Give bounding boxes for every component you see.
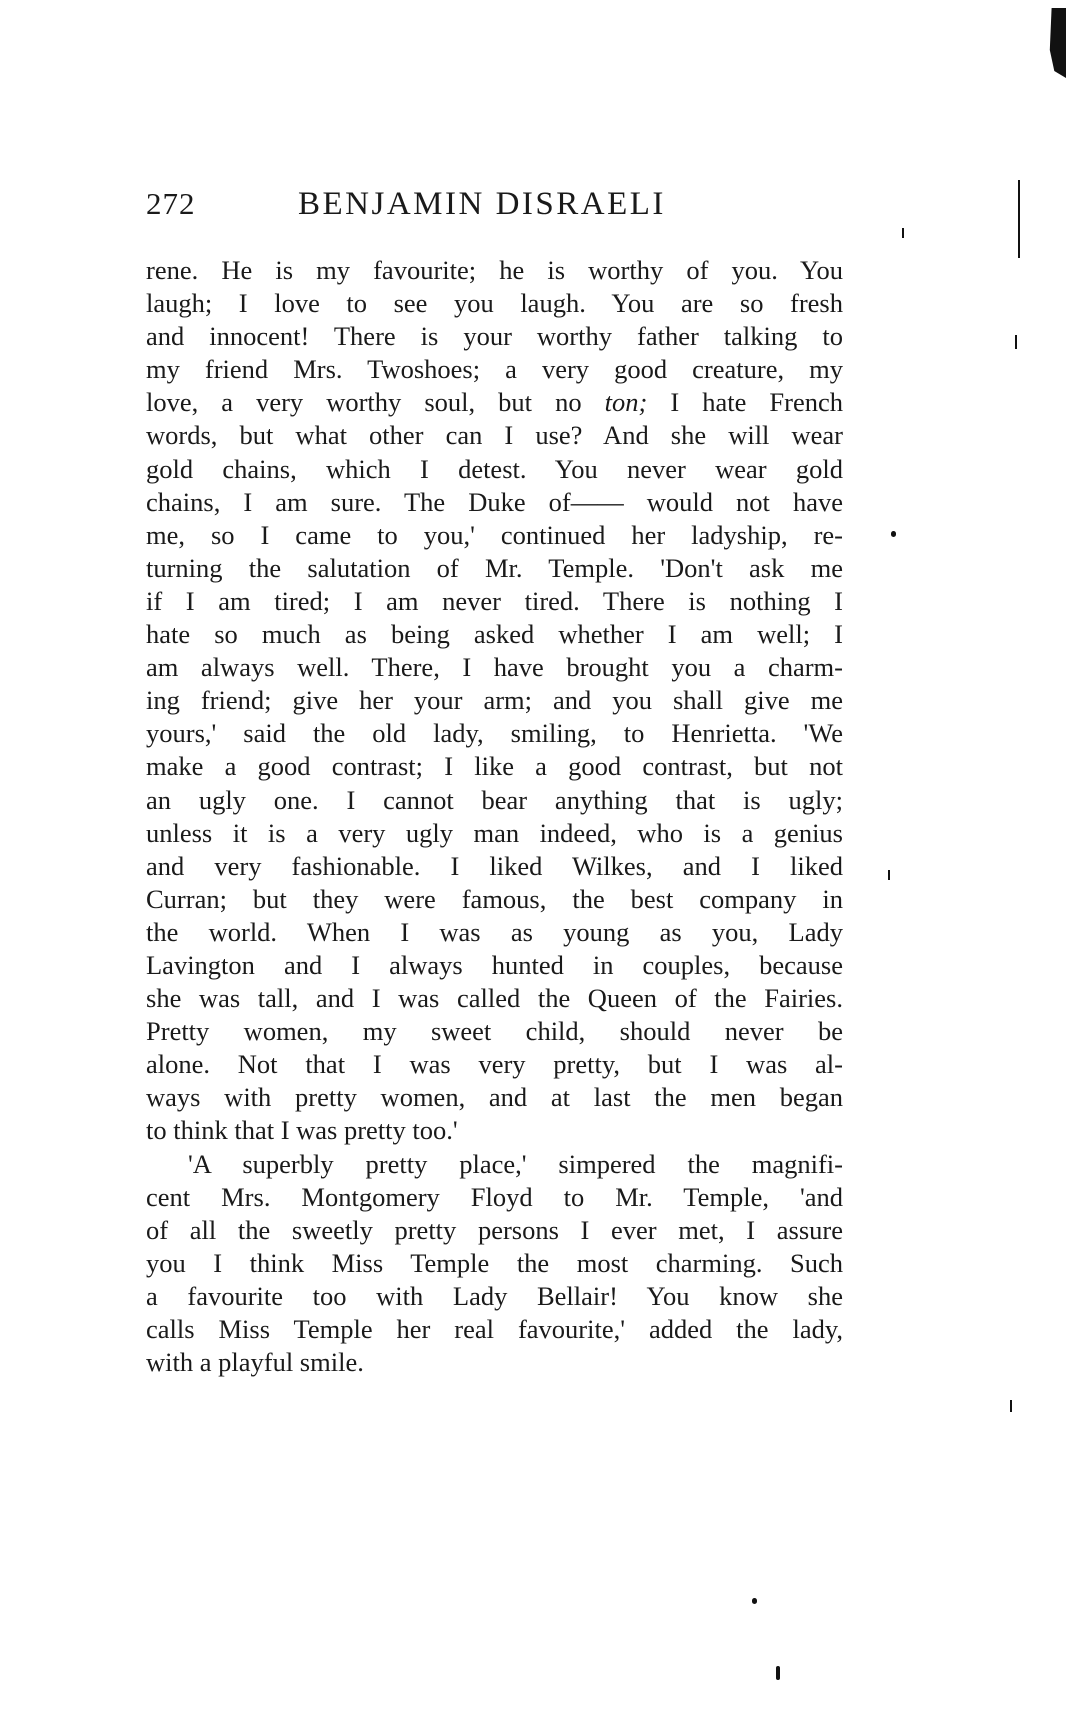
text-line: she was tall, and I was called the Queen of the Fairies. [146,983,843,1014]
scan-speck [891,531,896,537]
text-line: and very fashionable. I liked Wilkes, and I liked [146,850,843,881]
text-line: turning the salutation of Mr. Temple. 'Don't ask me [146,552,843,583]
scan-speck [902,228,904,238]
text-line: with a playful smile. [146,1347,364,1378]
text-line: hate so much as being asked whether I am well; I [146,619,843,650]
text-line: a favourite too with Lady Bellair! You know she [146,1280,843,1311]
text-line: 'A superbly pretty place,' simpered the magnifi- [188,1148,843,1179]
scan-speck [1018,180,1020,258]
text-line: of all the sweetly pretty persons I ever met, I assure [146,1214,843,1245]
text-line: to think that I was pretty too.' [146,1115,458,1146]
text-line: gold chains, which I detest. You never wear gold [146,453,843,484]
scan-speck [752,1598,757,1604]
text-line: cent Mrs. Montgomery Floyd to Mr. Temple, 'and [146,1181,843,1212]
scan-edge-mark [1048,8,1066,78]
text-line: words, but what other can I use? And she will wear [146,420,843,451]
text-line: calls Miss Temple her real favourite,' added the lady, [146,1314,843,1344]
text-line: am always well. There, I have brought you a charm- [146,652,843,683]
text-run: love, a very worthy soul, but no [146,387,605,418]
text-line: chains, I am sure. The Duke of—— would not have [146,486,843,517]
text-line: Pretty women, my sweet child, should never be [146,1016,843,1047]
text-line: my friend Mrs. Twoshoes; a very good creature, my [146,354,843,385]
text-line: me, so I came to you,' continued her ladyship, re- [146,519,843,550]
running-head [146,186,846,226]
text-line: rene. He is my favourite; he is worthy of you. You [146,255,843,285]
text-line: and innocent! There is your worthy father talking to [146,321,843,352]
text-line: the world. When I was as young as you, Lady [146,916,843,947]
running-title: BENJAMIN DISRAELI [298,186,666,222]
text-line: yours,' said the old lady, smiling, to Henrietta. 'We [146,718,843,749]
text-line: ing friend; give her your arm; and you shall give me [146,685,843,716]
text-line: Curran; but they were famous, the best company in [146,883,843,914]
scan-speck [776,1666,780,1680]
text-line: Lavington and I always hunted in couples, because [146,949,843,980]
body-text [146,254,843,1379]
text-line: an ugly one. I cannot bear anything that is ugly; [146,784,843,815]
text-line: if I am tired; I am never tired. There is nothing I [146,585,843,616]
page-number: 272 [146,186,196,221]
scan-speck [1015,335,1017,349]
text-run: I hate French [647,387,843,418]
scan-speck [1010,1400,1012,1412]
text-line: you I think Miss Temple the most charming. Such [146,1247,843,1278]
text-line: ways with pretty women, and at last the men began [146,1082,843,1113]
text-line: make a good contrast; I like a good contrast, but not [146,751,843,782]
text-line: alone. Not that I was very pretty, but I was al- [146,1049,843,1080]
text-line [146,386,843,419]
italic-word: ton; [604,387,648,418]
text-line: laugh; I love to see you laugh. You are so fresh [146,288,843,319]
scan-speck [888,870,890,880]
text-line: unless it is a very ugly man indeed, who is a genius [146,817,843,848]
